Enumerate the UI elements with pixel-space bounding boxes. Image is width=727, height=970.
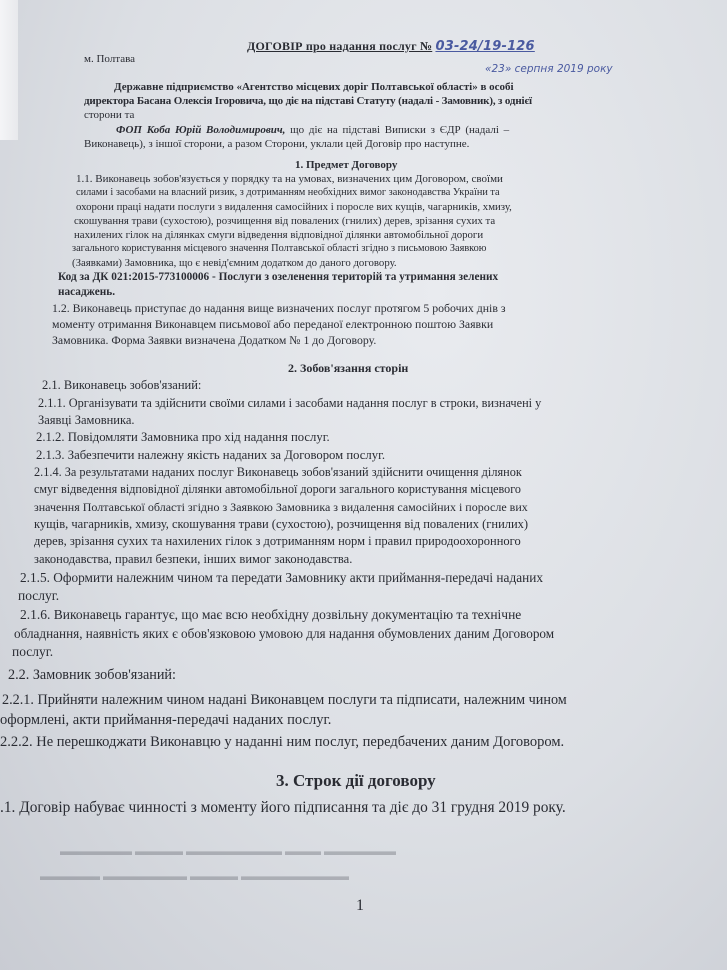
- paragraph-line: .1. Договір набуває чинності з моменту його підписання та діє до 31 грудня 2019 року.: [0, 799, 566, 816]
- page-number: 1: [356, 897, 364, 914]
- paragraph-line: насаджень.: [58, 286, 116, 298]
- paragraph-line: (Заявками) Замовника, що є невід'ємним додатком до даного договору.: [72, 257, 397, 269]
- section-heading: 1. Предмет Договору: [295, 159, 398, 171]
- paragraph-line: смуг відведення відповідної ділянки автомобільної дороги загального користування місцевого: [34, 482, 521, 496]
- paragraph-line: Замовника. Форма Заявки визначена Додатком № 1 до Договору.: [52, 333, 377, 347]
- paragraph-line: Код за ДК 021:2015-773100006 - Послуги з озеленення територій та утримання зелених: [58, 271, 499, 283]
- contract-date: «23» серпня 2019 року: [485, 63, 613, 75]
- paragraph-line: 1.2. Виконавець приступає до надання вище визначених послуг протягом 5 робочих днів з: [52, 301, 506, 315]
- preamble-line: директора Басана Олексія Ігоровича, що діє на підставі Статуту (надалі - Замовник), з однієї: [84, 95, 532, 107]
- bleed-through-text: ▬▬▬▬▬▬ ▬▬▬▬ ▬▬▬▬▬▬▬▬ ▬▬▬ ▬▬▬▬▬▬: [60, 844, 396, 858]
- paragraph-line: скошування трави (сухостою), розчищення від повалених (гнилих) дерев, зрізання сухих та: [74, 215, 496, 227]
- paragraph-line: законодавства, правил безпеки, інших вимог законодавства.: [34, 552, 353, 566]
- paragraph-line: 2.1.2. Повідомляти Замовника про хід надання послуг.: [36, 430, 330, 444]
- paper-edge: [0, 0, 18, 140]
- paragraph-line: 2.1.5. Оформити належним чином та передати Замовнику акти приймання-передачі наданих: [20, 570, 543, 585]
- preamble-line: Державне підприємство «Агентство місцевих доріг Полтавської області» в особі: [114, 81, 514, 93]
- section-heading: 2. Зобов'язання сторін: [288, 361, 409, 375]
- paragraph-line: 2.1.6. Виконавець гарантує, що має всю необхідну дозвільну документацію та технічне: [20, 607, 522, 622]
- section-heading: 3. Строк дії договору: [276, 771, 436, 790]
- paragraph-line: силами і засобами на власний ризик, з дотриманням необхідних вимог законодавства України та: [76, 187, 500, 198]
- paragraph-line: 2.1.4. За результатами наданих послуг Виконавець зобов'язаний здійснити очищення ділянок: [34, 465, 522, 479]
- paragraph-line: Заявці Замовника.: [38, 413, 135, 427]
- bleed-through-text: ▬▬▬▬▬ ▬▬▬▬▬▬▬ ▬▬▬▬ ▬▬▬▬▬▬▬▬▬: [40, 869, 349, 883]
- paragraph-line: 2.2.2. Не перешкоджати Виконавцю у наданні ним послуг, передбачених даним Договором.: [0, 734, 565, 750]
- paragraph-line: оформлені, акти приймання-передачі наданих послуг.: [0, 712, 332, 728]
- paragraph-line: 2.2.1. Прийняти належним чином надані Виконавцем послуги та підписати, належним чином: [2, 692, 567, 708]
- paragraph-line: 2.1.1. Організувати та здійснити своїми силами і засобами надання послуг в строки, визначені у: [38, 396, 542, 410]
- paragraph-line: обладнання, наявність яких є обов'язковою умовою для надання обумовлених даним Договором: [14, 626, 555, 641]
- paragraph-line: послуг.: [18, 588, 60, 603]
- preamble-line: ФОП Коба Юрій Володимирович, що діє на підставі Виписки з ЄДР (надалі –: [116, 124, 510, 136]
- paragraph-line: дерев, зрізання сухих та нахилених гілок з дотриманням норм і правил природоохоронного: [34, 534, 521, 548]
- contract-number: 03-24/19-126: [435, 39, 535, 54]
- document-title: ДОГОВІР про надання послуг № 03-24/19-126: [247, 39, 535, 54]
- paragraph-line: послуг.: [12, 644, 54, 659]
- paragraph-line: моменту отримання Виконавцем письмової або переданої електронною поштою Заявки: [52, 317, 494, 331]
- paragraph-line: 2.2. Замовник зобов'язаний:: [8, 667, 176, 683]
- paragraph-line: загального користування місцевого значення Полтавської області згідно з письмовою Заявкою: [72, 243, 487, 254]
- paragraph-line: 2.1. Виконавець зобов'язаний:: [42, 378, 202, 392]
- city: м. Полтава: [84, 53, 136, 65]
- paragraph-line: 2.1.3. Забезпечити належну якість наданих за Договором послуг.: [36, 448, 386, 462]
- preamble-line: Виконавець), з іншої сторони, а разом Сторони, уклали цей Договір про наступне.: [84, 138, 470, 150]
- paragraph-line: охорони праці надати послуги з видалення самосійних і поросле вих кущів, чагарників, хмизу,: [76, 201, 512, 213]
- paragraph-line: кущів, чагарників, хмизу, скошування трави (сухостою), розчищення від повалених (гнилих): [34, 517, 529, 531]
- paragraph-line: нахилених гілок на ділянках смуги відведення відповідної ділянки автомобільної дороги: [74, 229, 484, 241]
- contractor-name: ФОП Коба Юрій Володимирович,: [116, 124, 286, 136]
- paragraph-line: значення Полтавської області згідно з Заявкою Замовника з видалення самосійних і поросле вих: [34, 500, 528, 514]
- paragraph-line: 1.1. Виконавець зобов'язується у порядку та на умовах, визначених цим Договором, своїми: [76, 173, 503, 185]
- preamble-line: сторони та: [84, 109, 135, 121]
